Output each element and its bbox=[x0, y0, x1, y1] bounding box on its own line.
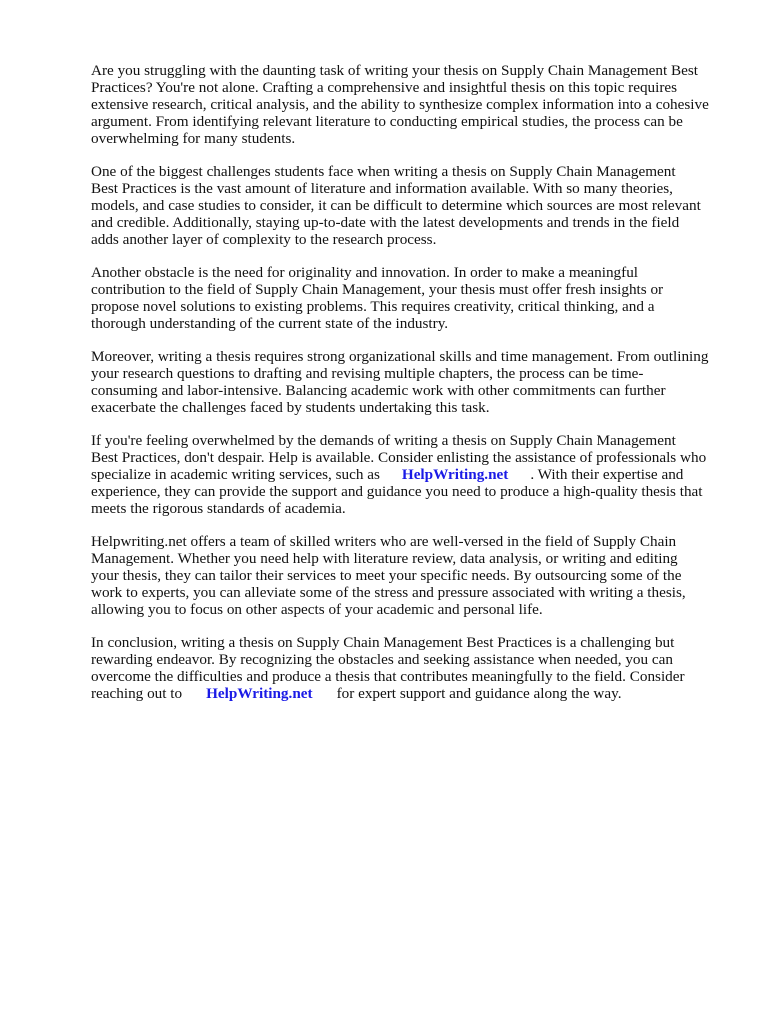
text-line: Are you struggling with the daunting task of writing your thesis on Supply Chain Management Best bbox=[91, 62, 699, 79]
text-line-with-link bbox=[91, 466, 731, 483]
text-line: work to experts, you can alleviate some of the stress and pressure associated with writing a thesis, bbox=[91, 584, 686, 601]
text-line: argument. From identifying relevant literature to conducting empirical studies, the process can be bbox=[91, 113, 683, 130]
document-page bbox=[91, 62, 731, 702]
text-line: Helpwriting.net offers a team of skilled writers who are well-versed in the field of Supply Chain bbox=[91, 533, 677, 550]
paragraph-originality bbox=[91, 264, 731, 332]
paragraph-gap bbox=[91, 517, 731, 533]
text-line: Practices? You're not alone. Crafting a comprehensive and insightful thesis on this topic requires bbox=[91, 79, 678, 96]
paragraph-challenges bbox=[91, 163, 731, 248]
text-line: adds another layer of complexity to the research process. bbox=[91, 231, 437, 248]
text-line: exacerbate the challenges faced by students undertaking this task. bbox=[91, 399, 490, 416]
helpwriting-link[interactable]: HelpWriting.net bbox=[206, 685, 313, 702]
text-line: your research questions to drafting and revising multiple chapters, the process can be time- bbox=[91, 365, 644, 382]
text-line: If you're feeling overwhelmed by the demands of writing a thesis on Supply Chain Management bbox=[91, 432, 676, 449]
paragraph-intro bbox=[91, 62, 731, 147]
text-line: contribution to the field of Supply Chain Management, your thesis must offer fresh insights or bbox=[91, 281, 664, 298]
text-line: experience, they can provide the support and guidance you need to produce a high-quality thesis that bbox=[91, 483, 703, 500]
text-line: overcome the difficulties and produce a thesis that contributes meaningfully to the field. Consider bbox=[91, 668, 685, 685]
text-line: your thesis, they can tailor their services to meet your specific needs. By outsourcing some of the bbox=[91, 567, 682, 584]
text-fragment: specialize in academic writing services, such as bbox=[91, 466, 380, 483]
paragraph-service bbox=[91, 533, 731, 618]
text-line: and credible. Additionally, staying up-to-date with the latest developments and trends in the field bbox=[91, 214, 680, 231]
paragraph-time-management bbox=[91, 348, 731, 416]
text-line: models, and case studies to consider, it can be difficult to determine which sources are most relevant bbox=[91, 197, 701, 214]
paragraph-gap bbox=[91, 618, 731, 634]
text-line: Another obstacle is the need for originality and innovation. In order to make a meaningful bbox=[91, 264, 639, 281]
text-line: In conclusion, writing a thesis on Supply Chain Management Best Practices is a challenging but bbox=[91, 634, 675, 651]
text-fragment: . With their expertise and bbox=[530, 466, 684, 483]
text-line: allowing you to focus on other aspects of your academic and personal life. bbox=[91, 601, 543, 618]
text-line: Best Practices, don't despair. Help is available. Consider enlisting the assistance of professionals who bbox=[91, 449, 707, 466]
paragraph-gap bbox=[91, 147, 731, 163]
text-line: Moreover, writing a thesis requires strong organizational skills and time management. From outlining bbox=[91, 348, 709, 365]
text-fragment: for expert support and guidance along the way. bbox=[336, 685, 622, 702]
text-line: Management. Whether you need help with literature review, data analysis, or writing and editing bbox=[91, 550, 678, 567]
text-line: Best Practices is the vast amount of literature and information available. With so many theories, bbox=[91, 180, 673, 197]
text-line: extensive research, critical analysis, and the ability to synthesize complex information into a cohesive bbox=[91, 96, 709, 113]
text-line: thorough understanding of the current state of the industry. bbox=[91, 315, 449, 332]
paragraph-conclusion bbox=[91, 634, 731, 702]
paragraph-gap bbox=[91, 416, 731, 432]
text-line-with-link bbox=[91, 685, 731, 702]
paragraph-help bbox=[91, 432, 731, 517]
helpwriting-link[interactable]: HelpWriting.net bbox=[401, 466, 509, 483]
text-line: One of the biggest challenges students face when writing a thesis on Supply Chain Management bbox=[91, 163, 676, 180]
text-line: overwhelming for many students. bbox=[91, 130, 296, 147]
paragraph-gap bbox=[91, 332, 731, 348]
text-line: meets the rigorous standards of academia. bbox=[91, 500, 346, 517]
text-line: rewarding endeavor. By recognizing the obstacles and seeking assistance when needed, you can bbox=[91, 651, 673, 668]
paragraph-gap bbox=[91, 248, 731, 264]
text-line: propose novel solutions to existing problems. This requires creativity, critical thinking, and a bbox=[91, 298, 655, 315]
text-line: consuming and labor-intensive. Balancing academic work with other commitments can further bbox=[91, 382, 666, 399]
text-fragment: reaching out to bbox=[91, 685, 183, 702]
